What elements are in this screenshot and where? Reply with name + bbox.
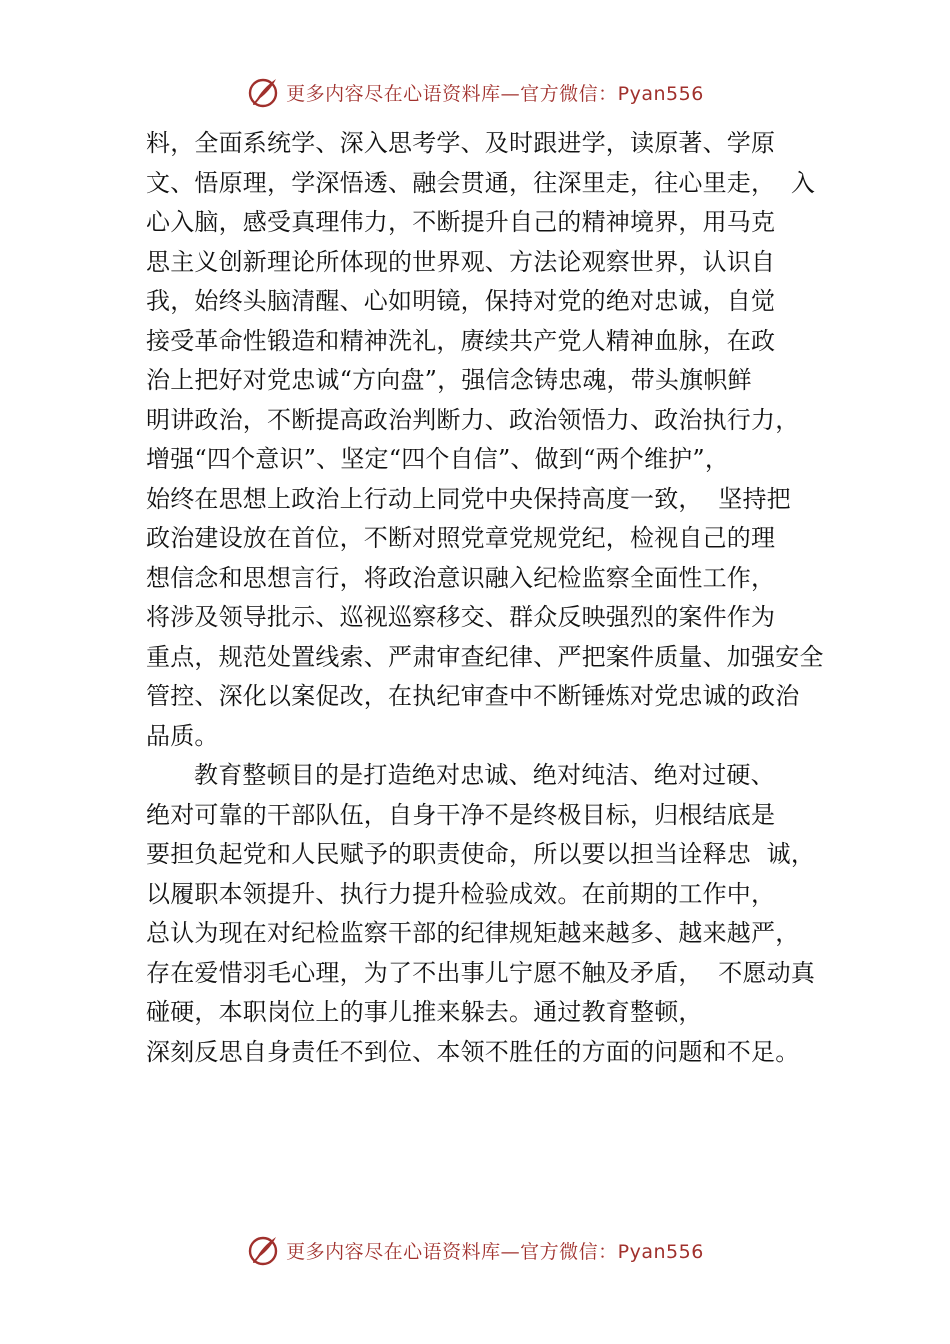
text-line: 心入脑，感受真理伟力，不断提升自己的精神境界，用马克	[146, 208, 776, 236]
text-line: 重点，规范处置线索、严肃审查纪律、严把案件质量、加强安全	[146, 642, 824, 671]
text-line: 政治建设放在首位，不断对照党章党规党纪，检视自己的理	[146, 524, 776, 552]
footer-banner	[0, 1230, 950, 1270]
text-line: 将涉及领导批示、巡视巡察移交、群众反映强烈的案件作为	[146, 603, 776, 631]
text-line: 治上把好对党忠诚“方向盘”，强信念铸忠魂，带头旗帜鲜	[146, 366, 752, 394]
footer-wechat-id: Pyan556	[617, 1240, 704, 1263]
document-body	[146, 124, 836, 1072]
text-line: 增强“四个意识”、坚定“四个自信”、做到“两个维护”，	[146, 445, 730, 473]
text-line: 始终在思想上政治上行动上同党中央保持高度一致， 坚持把	[146, 484, 791, 513]
text-line: 管控、深化以案促改，在执纪审查中不断锤炼对党忠诚的政治	[146, 682, 800, 710]
text-line: 接受革命性锻造和精神洗礼，赓续共产党人精神血脉，在政	[146, 326, 776, 355]
text-line: 以履职本领提升、执行力提升检验成效。在前期的工作中，	[146, 879, 776, 908]
quill-logo-icon	[246, 75, 280, 109]
text-line: 想信念和思想言行，将政治意识融入纪检监察全面性工作，	[146, 563, 776, 592]
header-banner	[0, 72, 950, 112]
text-line: 要担负起党和人民赋予的职责使命，所以要以担当诠释忠 诚，	[146, 840, 816, 868]
text-line: 碰硬，本职岗位上的事儿推来躲去。通过教育整顿，	[146, 998, 703, 1026]
text-line: 绝对可靠的干部队伍，自身干净不是终极目标，归根结底是	[146, 800, 776, 829]
paragraph-start-line: 教育整顿目的是打造绝对忠诚、绝对纯洁、绝对过硬、	[194, 761, 775, 789]
text-line: 存在爱惜羽毛心理，为了不出事儿宁愿不触及矛盾， 不愿动真	[146, 958, 816, 987]
header-banner-text: 更多内容尽在心语资料库—官方微信：Pyan556	[286, 82, 704, 105]
text-line: 深刻反思自身责任不到位、本领不胜任的方面的问题和不足。	[146, 1037, 800, 1066]
text-line: 料，全面系统学、深入思考学、及时跟进学，读原著、学原	[146, 129, 776, 157]
text-line: 思主义创新理论所体现的世界观、方法论观察世界，认识自	[146, 247, 776, 276]
footer-banner-text: 更多内容尽在心语资料库—官方微信：Pyan556	[286, 1240, 704, 1263]
text-line: 我，始终头脑清醒、心如明镜，保持对党的绝对忠诚，自觉	[146, 287, 776, 315]
quill-logo-icon	[246, 1233, 280, 1267]
text-line: 总认为现在对纪检监察干部的纪律规矩越来越多、越来越严，	[146, 919, 800, 947]
text-line: 明讲政治，不断提高政治判断力、政治领悟力、政治执行力，	[146, 405, 800, 434]
text-line: 文、悟原理，学深悟透、融会贯通，往深里走，往心里走， 入	[146, 168, 816, 197]
header-wechat-id: Pyan556	[617, 82, 704, 105]
text-line: 品质。	[146, 721, 219, 750]
